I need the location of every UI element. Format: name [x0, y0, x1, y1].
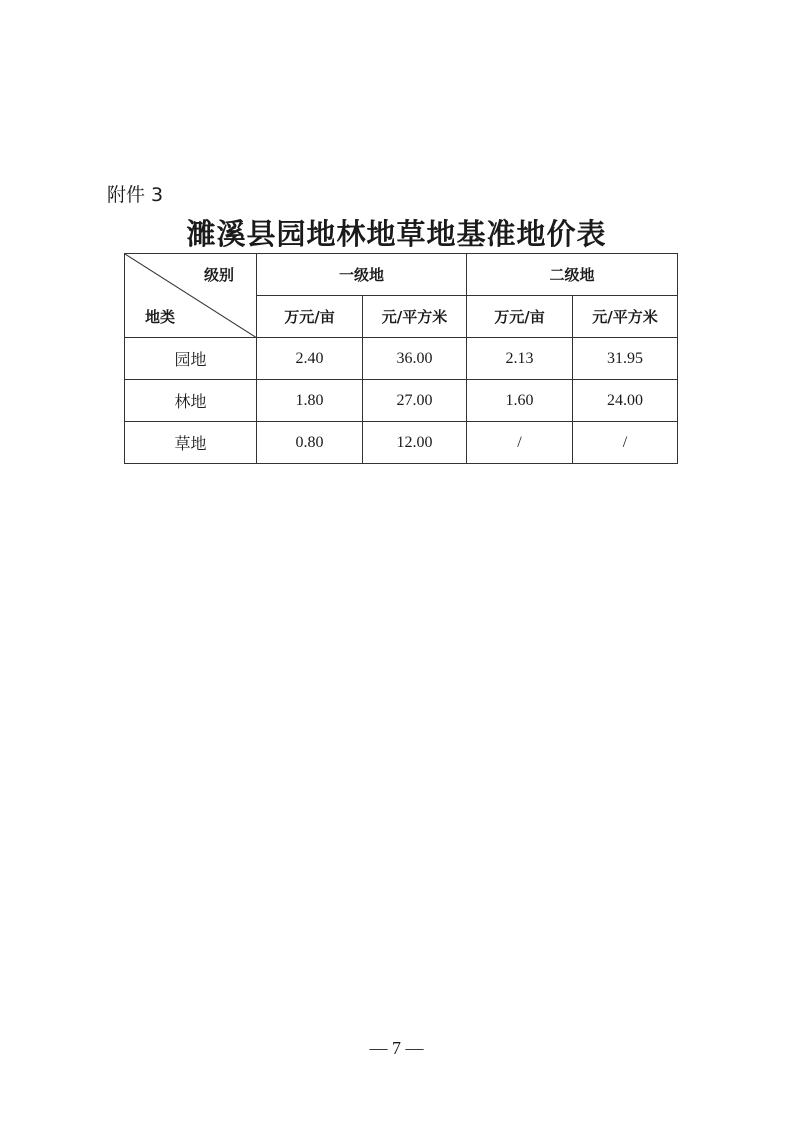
- value-cell: 2.40: [257, 338, 363, 380]
- unit-header: 元/平方米: [573, 296, 678, 338]
- land-type-cell: 园地: [125, 338, 257, 380]
- document-title: 濉溪县园地林地草地基准地价表: [186, 217, 607, 251]
- land-type-cell: 草地: [125, 422, 257, 464]
- unit-header: 万元/亩: [257, 296, 363, 338]
- attachment-label: 附件 3: [107, 184, 164, 206]
- unit-header: 万元/亩: [467, 296, 573, 338]
- value-cell: 27.00: [363, 380, 467, 422]
- value-cell: /: [573, 422, 678, 464]
- value-cell: 12.00: [363, 422, 467, 464]
- value-cell: 0.80: [257, 422, 363, 464]
- table-row: [125, 380, 678, 422]
- header-row-levels: [125, 254, 678, 296]
- table-row: [125, 422, 678, 464]
- land-type-cell: 林地: [125, 380, 257, 422]
- corner-level-label: 级别: [203, 266, 234, 284]
- level-header-2: 二级地: [467, 254, 678, 296]
- page-number: — 7 —: [369, 1038, 424, 1058]
- corner-header-cell: [125, 254, 257, 338]
- unit-header: 元/平方米: [363, 296, 467, 338]
- value-cell: /: [467, 422, 573, 464]
- land-price-table: [124, 253, 678, 464]
- value-cell: 31.95: [573, 338, 678, 380]
- corner-type-label: 地类: [145, 308, 176, 326]
- value-cell: 2.13: [467, 338, 573, 380]
- value-cell: 24.00: [573, 380, 678, 422]
- value-cell: 1.80: [257, 380, 363, 422]
- table-row: [125, 338, 678, 380]
- level-header-1: 一级地: [257, 254, 467, 296]
- value-cell: 36.00: [363, 338, 467, 380]
- value-cell: 1.60: [467, 380, 573, 422]
